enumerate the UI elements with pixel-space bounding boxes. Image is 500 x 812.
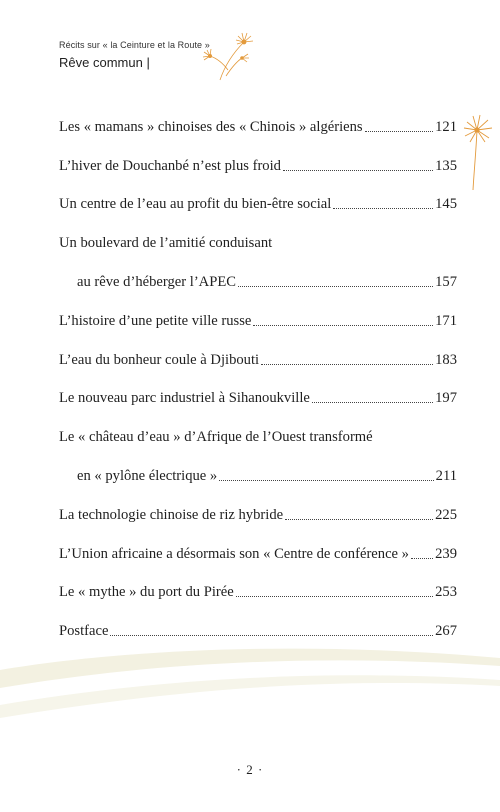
toc-entry-title: en « pylône électrique »: [77, 468, 218, 485]
toc-entry: [59, 224, 457, 263]
toc-entry: [59, 341, 457, 380]
table-of-contents: [59, 108, 457, 651]
toc-entry-page: 157: [435, 274, 457, 291]
toc-entry: [59, 108, 457, 147]
toc-entry: [59, 574, 457, 613]
toc-entry-page: 239: [435, 545, 457, 562]
toc-entry-page: 135: [435, 157, 457, 174]
toc-entry-title: L’histoire d’une petite ville russe: [59, 312, 252, 329]
toc-entry-title: L’Union africaine a désormais son « Centre de conférence »: [59, 545, 409, 562]
toc-entry-title: Un boulevard de l’amitié conduisant: [59, 235, 273, 252]
dot-leader: [238, 286, 433, 287]
dot-leader: [253, 325, 433, 326]
toc-entry-page: 121: [435, 118, 457, 135]
dot-leader: [283, 170, 433, 171]
toc-entry-title: La technologie chinoise de riz hybride: [59, 506, 284, 523]
toc-entry-title: L’hiver de Douchanbé n’est plus froid: [59, 157, 281, 174]
toc-entry: [59, 147, 457, 186]
toc-entry-page: 253: [435, 584, 457, 601]
running-header: [59, 40, 210, 70]
toc-entry: [59, 496, 457, 535]
book-title-text: Rêve commun: [59, 55, 143, 70]
dot-leader: [312, 402, 433, 403]
toc-entry: [59, 302, 457, 341]
toc-entry-page: 225: [435, 506, 457, 523]
dot-leader: [261, 364, 433, 365]
toc-entry-title: Le « château d’eau » d’Afrique de l’Ouest transformé: [59, 429, 373, 446]
toc-entry: [59, 418, 457, 457]
dot-leader: [365, 131, 434, 132]
toc-entry: [59, 535, 457, 574]
toc-entry-page: 145: [435, 196, 457, 213]
dot-leader: [110, 635, 433, 636]
toc-entry-page: 211: [435, 468, 457, 485]
toc-entry-title: Les « mamans » chinoises des « Chinois » algériens: [59, 118, 363, 135]
toc-entry-title: L’eau du bonheur coule à Djibouti: [59, 351, 260, 368]
toc-entry: [59, 263, 457, 302]
toc-entry-title: Le « mythe » du port du Pirée: [59, 584, 234, 601]
series-title: Récits sur « la Ceinture et la Route »: [59, 40, 210, 50]
toc-entry-page: 267: [435, 623, 457, 640]
dot-leader: [219, 480, 433, 481]
book-title: [59, 55, 210, 70]
toc-entry-title: Un centre de l’eau au profit du bien-être social: [59, 196, 332, 213]
page-number: · 2 ·: [236, 762, 264, 777]
title-separator: |: [146, 55, 150, 70]
toc-entry-title: Le nouveau parc industriel à Sihanoukville: [59, 390, 310, 407]
toc-entry: [59, 457, 457, 496]
dot-leader: [333, 208, 433, 209]
toc-entry-title: au rêve d’héberger l’APEC: [77, 274, 236, 291]
toc-entry: [59, 380, 457, 419]
dandelion-seeds-icon: [200, 28, 260, 83]
toc-entry-title: Postface: [59, 623, 109, 640]
toc-entry-page: 171: [435, 312, 457, 329]
toc-entry: [59, 612, 457, 651]
toc-entry-page: 197: [435, 390, 457, 407]
toc-entry-page: 183: [435, 351, 457, 368]
dot-leader: [285, 519, 433, 520]
dot-leader: [236, 596, 433, 597]
dot-leader: [411, 558, 433, 559]
toc-entry: [59, 186, 457, 225]
